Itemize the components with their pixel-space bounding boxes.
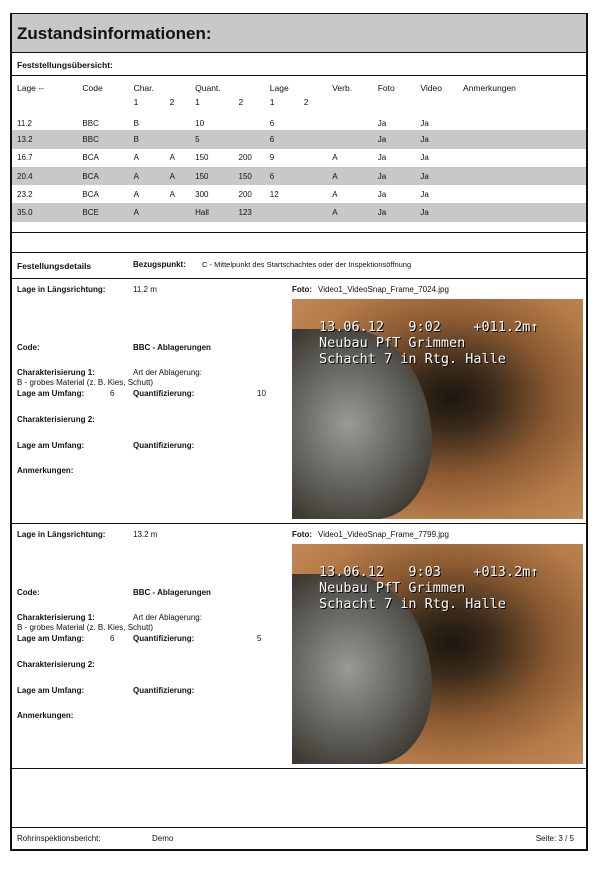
column-subheader: [12, 96, 77, 112]
quant-value: 10: [257, 389, 266, 398]
table-cell: [299, 167, 327, 185]
table-cell: 300: [195, 189, 209, 199]
column-header: [299, 80, 327, 96]
table-cell: BBC: [77, 130, 128, 148]
column-header: Code: [82, 83, 103, 93]
table-cell: [458, 167, 586, 185]
code-label: Code:: [17, 588, 40, 597]
photo-overlay-line: Neubau PfT Grimmen: [319, 580, 466, 596]
column-header: Video: [420, 83, 442, 93]
finding-detail: [12, 524, 586, 769]
table-cell: Ja: [420, 118, 429, 128]
table-cell: B: [133, 118, 139, 128]
table-cell: A: [327, 167, 372, 185]
table-cell: 20.4: [12, 167, 77, 185]
lage-value: 11.2 m: [133, 285, 157, 294]
footer: [12, 827, 586, 849]
remarks-label: Anmerkungen:: [17, 711, 74, 720]
table-cell: 35.0: [12, 203, 77, 221]
photo-overlay-line: 13.06.12 9:02 +011.2m↑: [319, 319, 539, 335]
column-subheader: 2: [303, 97, 309, 107]
quant-label: Quantifizierung:: [133, 389, 195, 398]
table-cell: [299, 112, 327, 130]
column-header: Lage: [269, 83, 289, 93]
umfang-value: 6: [110, 389, 115, 398]
table-cell: A: [129, 203, 165, 221]
table-cell: Ja: [373, 203, 416, 221]
photo-overlay-line: Schacht 7 in Rtg. Halle: [319, 596, 506, 612]
table-cell: A: [133, 189, 139, 199]
column-subheader: [327, 96, 372, 112]
table-cell: Ja: [415, 130, 458, 148]
footer-value: Demo: [152, 834, 174, 843]
table-cell: [458, 203, 586, 221]
photo-label: Foto:: [292, 285, 312, 294]
table-cell: 23.2: [17, 189, 33, 199]
page-number: Seite: 3 / 5: [535, 834, 574, 843]
table-row: [12, 203, 586, 221]
table-cell: [458, 185, 586, 203]
photo-filename: Video1_VideoSnap_Frame_7024.jpg: [318, 285, 449, 294]
table-cell: [234, 112, 265, 130]
umfang-label: Lage am Umfang:: [17, 634, 85, 643]
table-cell: A: [133, 153, 139, 163]
column-subheader: [415, 96, 458, 112]
table-cell: [165, 130, 191, 148]
umfang2-label: Lage am Umfang:: [17, 441, 85, 450]
table-cell: BBC: [82, 118, 99, 128]
table-cell: [299, 149, 327, 167]
umfang2-label: Lage am Umfang:: [17, 686, 85, 695]
report-page: [10, 13, 588, 851]
footer-label: Rohrinspektionsbericht:: [17, 834, 101, 843]
table-cell: 5: [190, 130, 233, 148]
table-row: [12, 130, 586, 148]
reference-value: C - Mittelpunkt des Startschachtes oder der Inspektionsöffnung: [202, 260, 412, 269]
table-row: [12, 185, 586, 203]
photo-overlay-line: Schacht 7 in Rtg. Halle: [319, 351, 506, 367]
table-cell: 16.7: [17, 153, 33, 163]
column-header: Anmerkungen: [462, 83, 516, 93]
inspection-photo: [292, 299, 583, 519]
char1-value: B - grobes Material (z. B. Kies, Schutt): [17, 378, 154, 387]
column-header: Verb.: [332, 83, 353, 93]
column-header: Quant.: [195, 83, 221, 93]
table-cell: Ja: [377, 189, 387, 199]
quant2-label: Quantifizierung:: [133, 686, 195, 695]
table-cell: 13.2: [12, 130, 77, 148]
code-label: Code:: [17, 343, 40, 352]
table-cell: [299, 185, 327, 203]
overview-heading: Feststellungsübersicht:: [12, 53, 586, 76]
table-cell: A: [129, 167, 165, 185]
table-cell: [299, 203, 327, 221]
remarks-label: Anmerkungen:: [17, 466, 74, 475]
details-label: Festellungsdetails: [17, 261, 92, 271]
umfang-value: 6: [110, 634, 115, 643]
quant-label: Quantifizierung:: [133, 634, 195, 643]
table-cell: [165, 112, 191, 130]
table-cell: 12: [269, 189, 279, 199]
table-cell: 200: [238, 189, 252, 199]
spacer-row: [12, 232, 586, 253]
column-subheader: 1: [133, 97, 139, 107]
table-cell: Ja: [377, 153, 387, 163]
char1-label: Charakterisierung 1:: [17, 368, 95, 377]
table-cell: Ja: [415, 203, 458, 221]
column-header: Char.: [133, 83, 154, 93]
reference-label: Bezugspunkt:: [133, 260, 186, 269]
char1-title: Art der Ablagerung:: [133, 368, 202, 377]
table-cell: 10: [195, 118, 205, 128]
table-cell: 6: [269, 118, 275, 128]
table-cell: Ja: [373, 167, 416, 185]
table-cell: 150: [195, 153, 209, 163]
column-subheader: 1: [195, 97, 200, 107]
char1-label: Charakterisierung 1:: [17, 613, 95, 622]
table-cell: [327, 130, 372, 148]
code-value: BBC - Ablagerungen: [133, 588, 211, 597]
photo-overlay-line: Neubau PfT Grimmen: [319, 335, 466, 351]
photo-overlay-line: 13.06.12 9:03 +013.2m↑: [319, 564, 539, 580]
table-cell: BCA: [82, 153, 99, 163]
table-cell: 6: [265, 167, 299, 185]
table-cell: Ja: [415, 167, 458, 185]
column-header: [165, 80, 191, 96]
table-cell: 9: [269, 153, 275, 163]
char1-value: B - grobes Material (z. B. Kies, Schutt): [17, 623, 154, 632]
findings-table: [12, 80, 586, 222]
umfang-label: Lage am Umfang:: [17, 389, 85, 398]
table-cell: A: [332, 153, 338, 163]
table-cell: Ja: [377, 118, 387, 128]
table-cell: Ja: [420, 153, 429, 163]
table-cell: [234, 130, 265, 148]
quant-value: 5: [257, 634, 262, 643]
table-cell: BCA: [82, 189, 99, 199]
lage-label: Lage in Längsrichtung:: [17, 285, 106, 294]
quant2-label: Quantifizierung:: [133, 441, 195, 450]
page-title: Zustandsinformationen:: [12, 14, 586, 53]
char2-label: Charakterisierung 2:: [17, 660, 95, 669]
table-row: [12, 112, 586, 130]
table-cell: [458, 149, 586, 167]
table-cell: 123: [234, 203, 265, 221]
table-cell: A: [169, 153, 175, 163]
column-subheader: 2: [238, 97, 244, 107]
table-cell: Hall: [190, 203, 233, 221]
table-cell: [458, 130, 586, 148]
table-row: [12, 167, 586, 185]
table-cell: 150: [190, 167, 233, 185]
code-value: BBC - Ablagerungen: [133, 343, 211, 352]
details-header: [12, 253, 586, 279]
column-subheader: [373, 96, 416, 112]
table-cell: A: [332, 189, 338, 199]
table-cell: [165, 203, 191, 221]
column-header: Lage --: [17, 83, 44, 93]
finding-detail: [12, 279, 586, 524]
table-row: [12, 149, 586, 167]
table-cell: [299, 130, 327, 148]
table-cell: BCA: [77, 167, 128, 185]
table-cell: 200: [238, 153, 252, 163]
photo-label: Foto:: [292, 530, 312, 539]
table-cell: B: [129, 130, 165, 148]
table-cell: [265, 203, 299, 221]
column-subheader: 2: [169, 97, 175, 107]
table-cell: [327, 112, 372, 130]
lage-label: Lage in Längsrichtung:: [17, 530, 106, 539]
table-cell: 150: [234, 167, 265, 185]
table-cell: 11.2: [17, 118, 32, 128]
column-subheader: [458, 96, 586, 112]
table-cell: [458, 112, 586, 130]
column-header: Foto: [377, 83, 395, 93]
photo-filename: Video1_VideoSnap_Frame_7799.jpg: [318, 530, 449, 539]
column-subheader: [77, 96, 128, 112]
char1-title: Art der Ablagerung:: [133, 613, 202, 622]
table-cell: Ja: [420, 189, 429, 199]
char2-label: Charakterisierung 2:: [17, 415, 95, 424]
table-cell: A: [165, 167, 191, 185]
column-header: [234, 80, 265, 96]
lage-value: 13.2 m: [133, 530, 158, 539]
table-cell: A: [169, 189, 175, 199]
table-cell: Ja: [373, 130, 416, 148]
inspection-photo: [292, 544, 583, 764]
table-cell: 6: [265, 130, 299, 148]
table-cell: BCE: [77, 203, 128, 221]
table-cell: A: [327, 203, 372, 221]
column-subheader: 1: [269, 97, 275, 107]
